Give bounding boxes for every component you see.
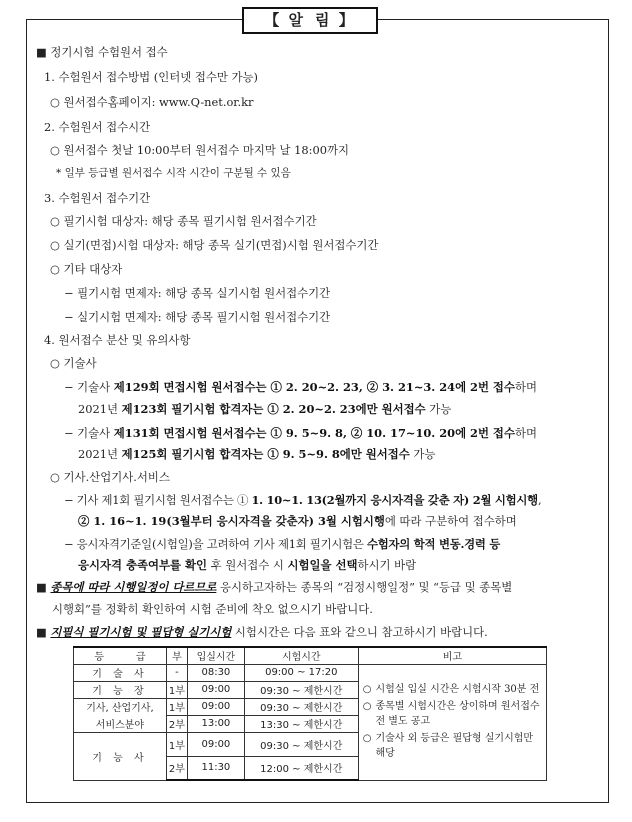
part-cell: - xyxy=(166,664,187,681)
tech-129-post: 하며 xyxy=(514,380,537,394)
tech-131-pre: − 기술사 xyxy=(64,426,114,440)
tech-129-pre: − 기술사 xyxy=(64,380,114,394)
entry-cell: 09:00 xyxy=(187,732,244,756)
schedule-warning xyxy=(36,580,512,594)
part-cell: 1부 xyxy=(166,732,187,756)
table-header-row xyxy=(74,647,547,664)
grade-cell: 서비스분야 xyxy=(74,715,167,732)
exam-time-notice xyxy=(36,625,488,639)
remark-text: 기술사 외 등급은 필답형 실기시험만 해당 xyxy=(375,732,534,759)
tech-123-post: 가능 xyxy=(425,402,452,416)
title-left-bracket: 【 xyxy=(264,11,282,29)
grade-cell: 기 능 장 xyxy=(74,681,167,698)
schedule-warning-emphasis: 종목에 따라 시행일정이 다르므로 xyxy=(50,580,217,594)
tech-123-line xyxy=(78,402,451,416)
remark-text: 시험실 입실 시간은 시험시작 30분 전 xyxy=(375,683,540,695)
eligibility-line xyxy=(64,537,500,551)
time-item: ○ 원서접수 첫날 10:00부터 원서접수 마지막 날 18:00까지 xyxy=(50,143,349,157)
period-practical: ○ 실기(면접)시험 대상자: 해당 종목 실기(면접)시험 원서접수기간 xyxy=(50,238,379,252)
period-practical-exempt: − 실기시험 면제자: 해당 종목 필기시험 원서접수기간 xyxy=(64,310,331,324)
tech-123-pre: 2021년 xyxy=(78,402,122,416)
engineer-round1-bold: 1. 10~1. 13(2월까지 응시자격을 갖춘 자) 2월 시험시행 xyxy=(251,493,538,507)
engineer-round1-line2 xyxy=(78,514,517,528)
part-cell: 1부 xyxy=(166,698,187,715)
circle-bullet-icon: ○ xyxy=(362,732,372,744)
heading-2: 2. 수험원서 접수시간 xyxy=(44,120,151,134)
schedule-warning-text: 응시하고자하는 종목의 “검정시행일정” 및 “등급 및 종목별 xyxy=(216,580,513,594)
remarks-cell xyxy=(358,664,546,780)
time-note: * 일부 등급별 원서접수 시작 시간이 구분될 수 있음 xyxy=(56,167,291,179)
eligibility-post: 하시기 바람 xyxy=(357,558,417,572)
heading-4: 4. 원서접수 분산 및 유의사항 xyxy=(44,333,191,347)
title-char-1: 알 xyxy=(288,11,305,29)
section-header xyxy=(36,45,168,59)
part-cell: 2부 xyxy=(166,756,187,780)
tech-125-line xyxy=(78,447,435,461)
exam-time-text: 시험시간은 다음 표와 같으니 참고하시기 바랍니다. xyxy=(231,625,488,639)
entry-cell: 08:30 xyxy=(187,664,244,681)
engineer-round1-post: , xyxy=(537,493,542,507)
engineer-round1-post2: 에 따라 구분하여 접수하며 xyxy=(384,514,517,528)
homepage-item: ○ 원서접수홈페이지: www.Q-net.or.kr xyxy=(50,95,254,109)
engineer-category: ○ 기사.산업기사.서비스 xyxy=(50,470,170,484)
entry-cell: 11:30 xyxy=(187,756,244,780)
tech-125-pre: 2021년 xyxy=(78,447,122,461)
remark-item xyxy=(363,682,542,697)
tech-131-bold: 제131회 면접시험 원서접수는 ① 9. 5~9. 8, ② 10. 17~10. 20에 2번 접수 xyxy=(113,426,515,440)
tech-125-post: 가능 xyxy=(409,447,436,461)
exam-cell: 09:30 ~ 제한시간 xyxy=(244,698,358,715)
square-bullet-icon: ■ xyxy=(36,625,47,639)
remark-item xyxy=(363,731,542,761)
exam-schedule-table xyxy=(73,646,547,781)
remark-text: 종목별 시험시간은 상이하며 원서접수 전 별도 공고 xyxy=(375,700,540,727)
eligibility-line2 xyxy=(78,558,416,572)
title-right-bracket: 】 xyxy=(338,11,356,29)
section-header-text: 정기시험 수험원서 접수 xyxy=(50,45,168,59)
header-remarks: 비고 xyxy=(358,647,546,664)
engineer-round1-line xyxy=(64,493,541,507)
header-part: 부 xyxy=(166,647,187,664)
eligibility-bold2: 응시자격 충족여부를 확인 xyxy=(78,558,207,572)
header-exam: 시험시간 xyxy=(244,647,358,664)
eligibility-bold3: 시험일을 선택 xyxy=(287,558,358,572)
exam-cell: 09:30 ~ 제한시간 xyxy=(244,681,358,698)
engineer-round1-pre: − 기사 제1회 필기시험 원서접수는 ① xyxy=(64,493,252,507)
header-grade: 등 급 xyxy=(74,647,167,664)
eligibility-bold: 수험자의 학적 변동.경력 등 xyxy=(367,537,501,551)
exam-cell: 12:00 ~ 제한시간 xyxy=(244,756,358,780)
period-written: ○ 필기시험 대상자: 해당 종목 필기시험 원서접수기간 xyxy=(50,214,317,228)
header-entry: 입실시간 xyxy=(187,647,244,664)
period-written-exempt: − 필기시험 면제자: 해당 종목 실기시험 원서접수기간 xyxy=(64,286,331,300)
tech-129-line xyxy=(64,380,537,394)
exam-cell: 09:00 ~ 17:20 xyxy=(244,664,358,681)
remark-item xyxy=(363,699,542,729)
tech-category: ○ 기술사 xyxy=(50,356,97,370)
grade-cell: 기 술 사 xyxy=(74,664,167,681)
part-cell: 2부 xyxy=(166,715,187,732)
tech-131-post: 하며 xyxy=(514,426,537,440)
tech-129-bold: 제129회 면접시험 원서접수는 ① 2. 20~2. 23, ② 3. 21~3. 24에 2번 접수 xyxy=(113,380,515,394)
tech-131-line xyxy=(64,426,537,440)
eligibility-mid: 후 원서접수 시 xyxy=(206,558,288,572)
tech-123-bold: 제123회 필기시험 합격자는 ① 2. 20~2. 23에만 원서접수 xyxy=(121,402,426,416)
circle-bullet-icon: ○ xyxy=(362,700,372,712)
square-bullet-icon: ■ xyxy=(36,580,47,594)
exam-time-emphasis: 지필식 필기시험 및 필답형 실기시험 xyxy=(50,625,232,639)
notice-title xyxy=(242,7,378,34)
square-bullet-icon: ■ xyxy=(36,45,47,59)
eligibility-pre: − 응시자격기준일(시험일)을 고려하여 기사 제1회 필기시험은 xyxy=(64,537,367,551)
part-cell: 1부 xyxy=(166,681,187,698)
entry-cell: 09:00 xyxy=(187,698,244,715)
period-other: ○ 기타 대상자 xyxy=(50,262,123,276)
tech-125-bold: 제125회 필기시험 합격자는 ① 9. 5~9. 8에만 원서접수 xyxy=(121,447,410,461)
table-row xyxy=(74,664,547,681)
exam-cell: 13:30 ~ 제한시간 xyxy=(244,715,358,732)
entry-cell: 13:00 xyxy=(187,715,244,732)
schedule-warning-line2: 시행회”를 정확히 확인하여 시험 준비에 착오 없으시기 바랍니다. xyxy=(52,602,373,616)
circle-bullet-icon: ○ xyxy=(362,683,372,695)
title-char-2: 림 xyxy=(315,11,332,29)
engineer-round1-bold2: ② 1. 16~1. 19(3월부터 응시자격을 갖춘자) 3월 시험시행 xyxy=(78,514,385,528)
heading-1: 1. 수험원서 접수방법 (인터넷 접수만 가능) xyxy=(44,70,258,84)
heading-3: 3. 수험원서 접수기간 xyxy=(44,191,151,205)
grade-cell: 기 능 사 xyxy=(74,732,167,780)
grade-cell: 기사, 산업기사, xyxy=(74,698,167,715)
exam-cell: 09:30 ~ 제한시간 xyxy=(244,732,358,756)
entry-cell: 09:00 xyxy=(187,681,244,698)
